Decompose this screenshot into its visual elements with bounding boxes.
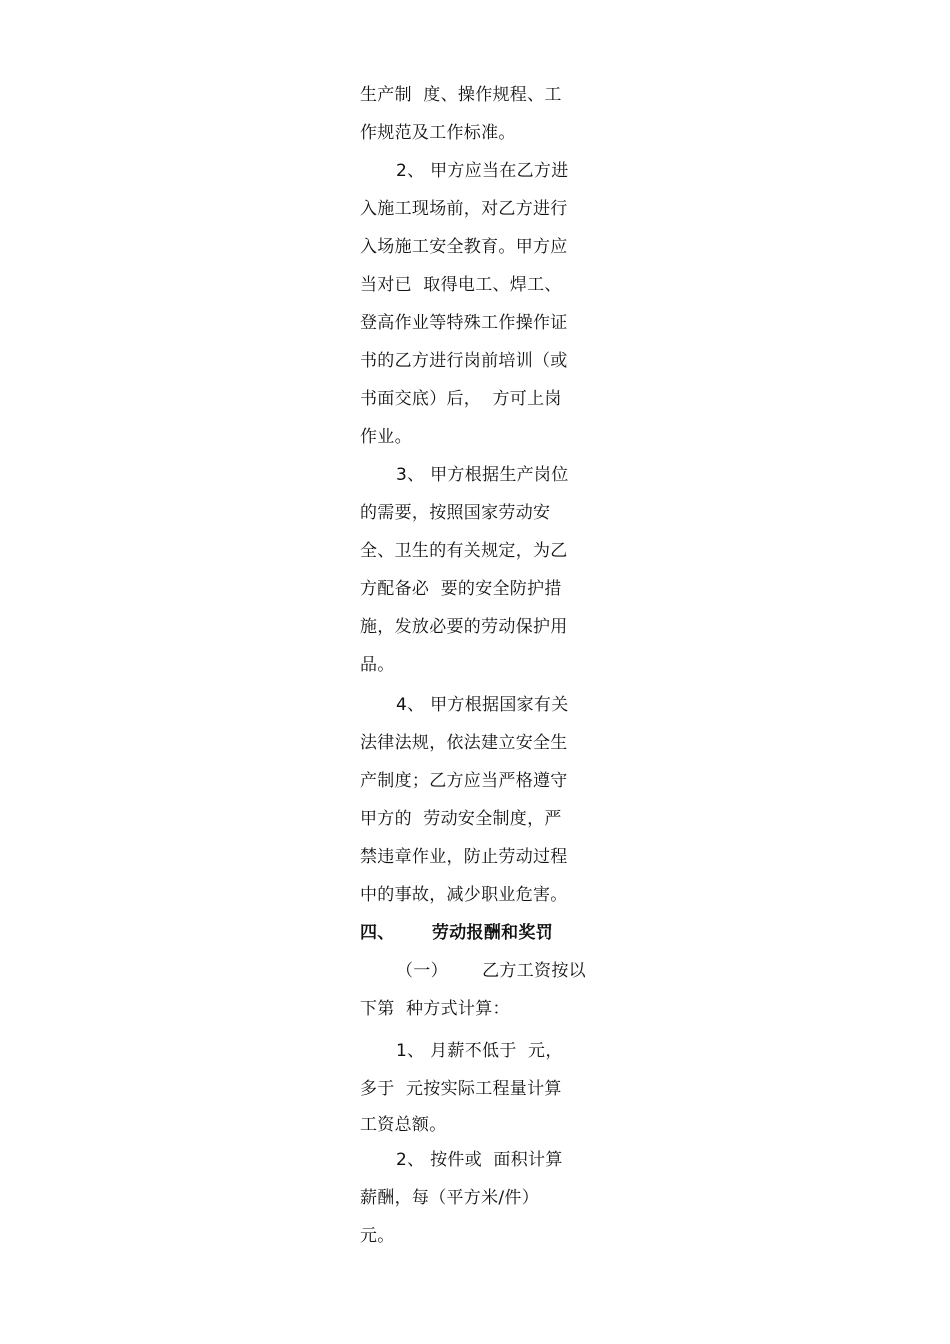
text-line: 施，发放必要的劳动保护用 — [360, 617, 568, 637]
paragraph-start-line: 1、 月薪不低于 元， — [396, 1041, 563, 1061]
text-line: 中的事故，减少职业危害。 — [360, 885, 568, 905]
text-line: 下第 种方式计算： — [360, 999, 510, 1019]
paragraph-start-line: 3、 甲方根据生产岗位 — [396, 465, 569, 485]
text-line: 作业。 — [360, 427, 412, 447]
text-line: 工资总额。 — [360, 1115, 447, 1135]
paragraph-start-line: 2、 甲方应当在乙方进 — [396, 161, 569, 181]
text-line: 作规范及工作标准。 — [360, 123, 516, 143]
text-line: 多于 元按实际工程量计算 — [360, 1079, 562, 1099]
text-line: 生产制 度、操作规程、工 — [360, 85, 562, 105]
text-line: 甲方的 劳动安全制度，严 — [360, 809, 562, 829]
text-line: 当对已 取得电工、焊工、 — [360, 275, 562, 295]
paragraph-start-line: 2、 按件或 面积计算 — [396, 1150, 563, 1170]
text-line: 入场施工安全教育。甲方应 — [360, 237, 568, 257]
paragraph-start-line: （一） 乙方工资按以 — [396, 961, 586, 981]
section-heading: 四、 劳动报酬和奖罚 — [360, 923, 554, 943]
text-line: 产制度；乙方应当严格遵守 — [360, 771, 568, 791]
text-line: 品。 — [360, 655, 395, 675]
text-line: 入施工现场前，对乙方进行 — [360, 199, 568, 219]
text-line: 全、卫生的有关规定，为乙 — [360, 541, 568, 561]
text-line: 薪酬，每（平方米/件） — [360, 1188, 540, 1208]
text-line: 法律法规，依法建立安全生 — [360, 733, 568, 753]
text-line: 书面交底）后， 方可上岗 — [360, 389, 562, 409]
text-line: 方配备必 要的安全防护措 — [360, 579, 562, 599]
paragraph-start-line: 4、 甲方根据国家有关 — [396, 695, 569, 715]
text-line: 元。 — [360, 1226, 395, 1246]
text-line: 书的乙方进行岗前培训（或 — [360, 351, 568, 371]
text-line: 禁违章作业，防止劳动过程 — [360, 847, 568, 867]
text-line: 登高作业等特殊工作操作证 — [360, 313, 568, 333]
text-line: 的需要，按照国家劳动安 — [360, 503, 551, 523]
